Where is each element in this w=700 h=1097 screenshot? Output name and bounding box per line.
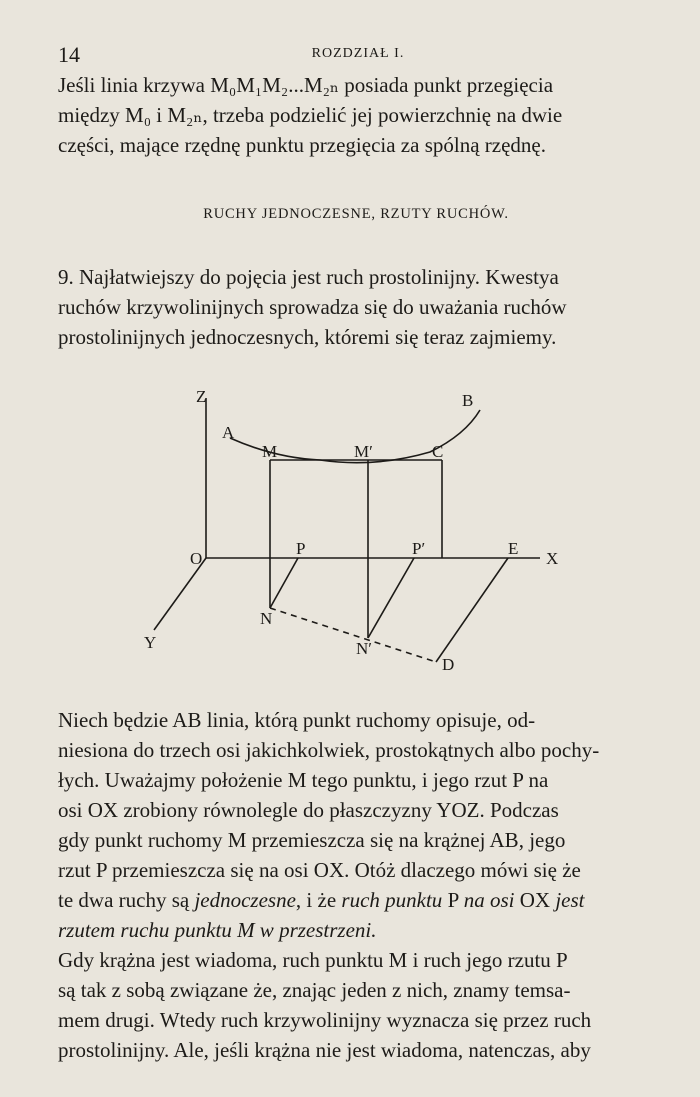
figure-svg — [130, 380, 590, 680]
text-run: P — [442, 888, 464, 912]
page-header — [58, 42, 658, 66]
section-heading: RUCHY JEDNOCZESNE, RZUTY RUCHÓW. — [203, 206, 509, 222]
text-run: , i że — [295, 888, 342, 912]
italic-run: ruch punktu — [341, 888, 443, 912]
text-line: 9. Najłatwiejszy do pojęcia jest ruch prostolinijny. Kwestya — [58, 265, 559, 289]
text-line: niesiona do trzech osi jakichkolwiek, prostokątnych albo pochy- — [58, 738, 600, 762]
text-line: rzut P przemieszcza się na osi OX. Otóż dlaczego mówi się że — [58, 858, 581, 882]
text-line-italic — [58, 915, 654, 945]
line-p2n2 — [368, 558, 414, 638]
text-line: mem drugi. Wtedy ruch krzywolinijny wyznacza się przez ruch — [58, 1008, 592, 1032]
paragraph-known-path — [58, 945, 654, 1065]
label-n-prime: N′ — [356, 639, 372, 658]
label-p-prime: P′ — [412, 539, 426, 558]
line-nn2-dashed — [270, 608, 436, 662]
page-number: 14 — [58, 42, 80, 67]
paragraph-section-9 — [58, 262, 654, 352]
text-line: osi OX zrobiony równolegle do płaszczyzny YOZ. Podczas — [58, 798, 559, 822]
italic-run: jest — [555, 888, 585, 912]
text-line: prostolinijny. Ale, jeśli krążna nie jest wiadoma, natenczas, aby — [58, 1038, 591, 1062]
text-line: ruchów krzywolinijnych sprowadza się do uważania ruchów — [58, 295, 567, 319]
label-m: M — [262, 442, 278, 461]
label-m-prime: M′ — [354, 442, 373, 461]
text-line: Gdy krążna jest wiadoma, ruch punktu M i ruch jego rzutu P — [58, 948, 568, 972]
paragraph-inflection — [58, 70, 654, 160]
projection-figure — [130, 380, 590, 680]
label-x: X — [546, 549, 559, 568]
text-line: są tak z sobą związane że, znając jeden z nich, znamy temsa- — [58, 978, 571, 1002]
text-line: Niech będzie AB linia, którą punkt ruchomy opisuje, od- — [58, 708, 536, 732]
text-line: Jeśli linia krzywa M₀M₁M₂...M₂ₙ posiada punkt przegięcia — [58, 73, 554, 97]
line-ed — [436, 558, 508, 662]
label-n: N — [260, 609, 273, 628]
line-pn — [270, 558, 298, 608]
label-d: D — [442, 655, 455, 674]
text-line: gdy punkt ruchomy M przemieszcza się na krążnej AB, jego — [58, 828, 566, 852]
axis-y — [154, 558, 206, 630]
paragraph-curve-description — [58, 705, 654, 945]
italic-run: na osi — [463, 888, 515, 912]
text-line: prostolinijnych jednoczesnych, któremi się teraz zajmiemy. — [58, 325, 557, 349]
label-b: B — [462, 391, 474, 410]
label-z: Z — [196, 387, 207, 406]
text-line-mixed — [58, 885, 654, 915]
label-c: C — [432, 442, 444, 461]
label-o: O — [190, 549, 203, 568]
text-run: OX — [514, 888, 556, 912]
italic-run: jednoczesne — [194, 888, 296, 912]
italic-run: rzutem ruchu punktu M w przestrzeni. — [58, 918, 377, 942]
label-y: Y — [144, 633, 157, 652]
label-a: A — [222, 423, 235, 442]
text-line: łych. Uważajmy położenie M tego punktu, i jego rzut P na — [58, 768, 549, 792]
label-p: P — [296, 539, 306, 558]
text-line: między M₀ i M₂ₙ, trzeba podzielić jej powierzchnię na dwie — [58, 103, 563, 127]
running-title: ROZDZIAŁ I. — [311, 46, 405, 61]
label-e: E — [508, 539, 519, 558]
text-run: te dwa ruchy są — [58, 888, 195, 912]
text-line: części, mające rzędnę punktu przegięcia za spólną rzędnę. — [58, 133, 546, 157]
